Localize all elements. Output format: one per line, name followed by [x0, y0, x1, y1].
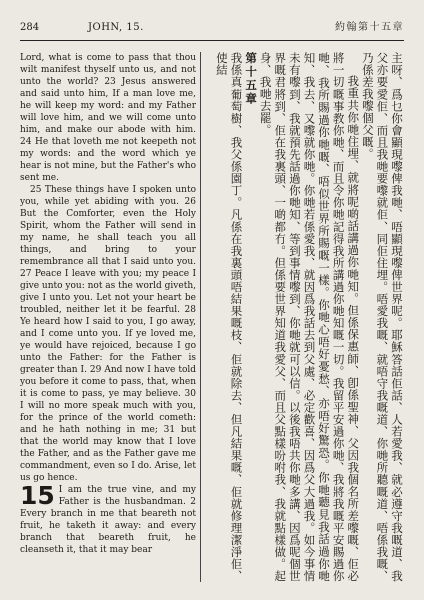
chinese-paragraph: 主呀、爲乜你會顯現嚟俾我哋、唔顯現嚟俾世界呢。耶穌答話佢話、人若愛我、就必遵守我嘅道、我父亦要愛佢、而且我哋要嚟就佢、同佢住埋。唔愛我嘅、就唔守我嘅道、你哋所聽嘅道、唔係我嘅、乃係差我嚟個父嘅。: [360, 52, 404, 582]
chinese-paragraph: 我係真葡萄樹、我父係園丁。凡係在我裏頭唔結果嘅枝、佢就除去、但凡結果嘅、佢就修理潔淨佢、使結: [214, 52, 244, 582]
running-head: JOHN, 15.: [88, 22, 144, 33]
chinese-running-head: 約翰第十五章: [335, 22, 404, 33]
english-paragraph: I am the true vine, and my Father is the husbandman. 2 Every branch in me that beareth not fruit, he taketh it away: and every branch that beareth fruit, he cleanseth it, that it may bear: [20, 485, 196, 555]
english-column: [20, 52, 196, 582]
english-paragraph: 25 These things have I spoken unto you, while yet abiding with you. 26 But the Comforter, even the Holy Spirit, whom the Father will send in my name, he shall teach you all things, and bring to your remembrance all that I said unto you. 27 Peace I leave with you; my peace I give unto you: not as the world giveth, give I unto you. Let not your heart be troubled, neither let it be fearful. 28 Ye heard how I said to you, I go away, and I come unto you. If ye loved me, ye would have rejoiced, because I go unto the Father: for the Father is greater than I. 29 And now I have told you before it come to pass, that, when it is come to pass, ye may believe. 30 I will no more speak much with you, for the prince of the world cometh: and he hath nothing in me; 31 but that the world may know that I love the Father, and as the Father gave me commandment, even so I do. Arise, let us go hence.: [20, 185, 196, 483]
page-header: [20, 20, 404, 36]
chinese-paragraph: 我重共你哋住埋、就將呢啲話講過你哋知。但係保惠師、卽係聖神、父因我個名所差嚟嘅、佢必將一切嘅事教你哋、而且令你哋記得我所講過你哋知嘅一切。我留平安過你哋、我將我嘅平安賜過你哋、我所賜過你哋嘅、唔似世界所賜嘅一樣。你哋心唔好憂愁、亦唔好驚恐。你哋聽見我話過你哋知、我去、又嚟就你哋。你哋若係愛我、就因爲我話去到父處、必定歡喜、因爲父大過我。如今事情未有嚟到、我就預先話過你哋知、等到事情嚟到、你哋就可以信。以後我唔共你哋多講、因爲呢個世界嘅君將到、佢在我裏頭、一啲都冇。但係要世界知道我愛父、而且父點樣吩咐我、我就點樣做。起身、我哋去罷。: [258, 52, 361, 582]
english-paragraph: Lord, what is come to pass that thou wilt manifest thyself unto us, and not unto the world? 23 Jesus answered and said unto him, If a man love me, he will keep my word: and my Father will love him, and we will come unto him, and make our abode with him. 24 He that loveth me not keepeth not my words: and the word which ye hear is not mine, but the Father's who sent me.: [20, 53, 196, 183]
chinese-column: [206, 52, 404, 582]
page-number: 284: [20, 22, 40, 33]
chinese-chapter-label: 第十五章: [244, 52, 259, 106]
chapter-start: [20, 481, 196, 556]
header-rule: [20, 40, 404, 41]
chapter-number: 15: [20, 481, 55, 510]
column-divider: [200, 52, 201, 582]
